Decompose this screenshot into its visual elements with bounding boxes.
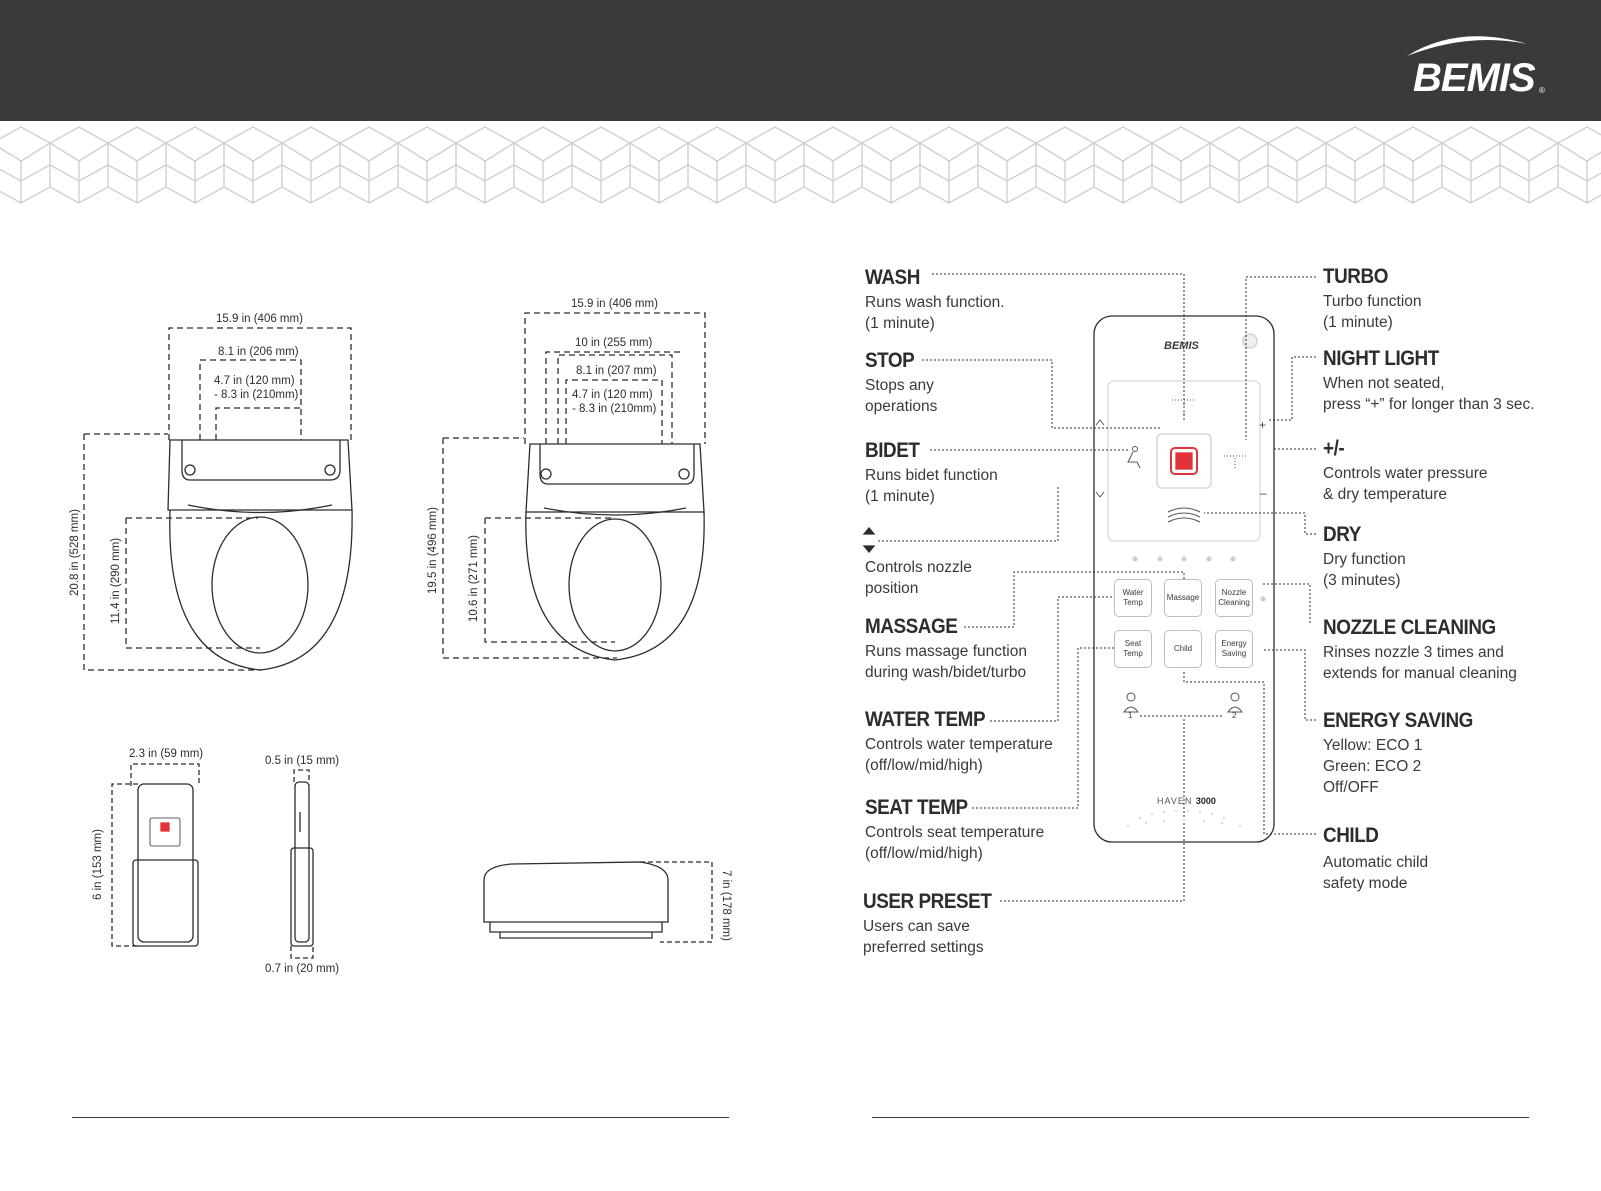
callout-wash-title: WASH xyxy=(865,266,920,289)
seat2-width-total: 15.9 in (406 mm) xyxy=(571,298,658,310)
footer-rule-left xyxy=(72,1117,729,1118)
seat-temp-button[interactable] xyxy=(1114,630,1152,668)
callout-massage-line-2: during wash/bidet/turbo xyxy=(865,664,1027,681)
callout-night-light xyxy=(1323,347,1535,415)
callout-seat-temp-line-2: (off/low/mid/high) xyxy=(865,845,983,862)
callout-night-light-line-2: press “+” for longer than 3 sec. xyxy=(1323,396,1535,413)
callout-energy-saving-title: ENERGY SAVING xyxy=(1323,709,1473,732)
callout-nozzle-cleaning-line-1: Rinses nozzle 3 times and xyxy=(1323,644,1504,661)
logo-text: BEMIS xyxy=(1413,56,1535,100)
callout-bidet-title: BIDET xyxy=(865,439,920,462)
callout-night-light-line-1: When not seated, xyxy=(1323,375,1445,392)
callout-nozzle-line-1: Controls nozzle xyxy=(865,559,972,576)
footer-rule-right xyxy=(872,1117,1529,1118)
callout-plus-minus-line-1: Controls water pressure xyxy=(1323,465,1488,482)
child-label: Child xyxy=(1173,644,1193,653)
model-label xyxy=(1157,796,1216,806)
callout-plus-minus-line-2: & dry temperature xyxy=(1323,486,1448,503)
energy-saving-label-2: Saving xyxy=(1221,649,1247,658)
remote-height: 6 in (153 mm) xyxy=(92,829,104,900)
callout-massage-line-1: Runs massage function xyxy=(865,643,1027,660)
water-temp-label-1: Water xyxy=(1122,588,1144,597)
nozzle-cleaning-button[interactable] xyxy=(1215,579,1253,617)
small-remote-dim-lines xyxy=(112,764,199,946)
model-number: 3000 xyxy=(1195,796,1216,806)
remote-minus-label: – xyxy=(1260,486,1267,500)
callout-child-line-2: safety mode xyxy=(1323,875,1408,892)
callout-dry xyxy=(1323,523,1406,591)
callout-seat-temp-line-1: Controls seat temperature xyxy=(865,824,1045,841)
side-height: 7 in (178 mm) xyxy=(720,870,732,941)
nozzle-cleaning-label-1: Nozzle xyxy=(1221,588,1247,597)
callout-energy-saving-line-2: Green: ECO 2 xyxy=(1323,758,1422,775)
callout-child-title: CHILD xyxy=(1323,824,1379,847)
remote-width: 2.3 in (59 mm) xyxy=(129,748,204,760)
callout-night-light-title: NIGHT LIGHT xyxy=(1323,347,1439,370)
callout-dry-title: DRY xyxy=(1323,523,1361,546)
callout-dry-line-2: (3 minutes) xyxy=(1323,572,1401,589)
callout-dry-line-1: Dry function xyxy=(1323,551,1406,568)
user-1-label: 1 xyxy=(1128,711,1133,720)
side-base-view xyxy=(484,862,668,938)
callout-child xyxy=(1323,824,1428,894)
callout-water-temp-line-1: Controls water temperature xyxy=(865,736,1053,753)
remote-plus-label: + xyxy=(1259,418,1267,432)
callout-stop xyxy=(865,349,937,417)
seat1-width-inner-2: - 8.3 in (210mm) xyxy=(214,389,299,401)
callout-nozzle-cleaning-title: NOZZLE CLEANING xyxy=(1323,616,1496,639)
callout-user-preset-line-1: Users can save xyxy=(863,918,970,935)
seat2-length-total: 19.5 in (496 mm) xyxy=(427,507,439,594)
child-button[interactable] xyxy=(1164,630,1202,668)
callout-nozzle xyxy=(865,555,972,599)
water-temp-label-2: Temp xyxy=(1123,598,1143,607)
model-prefix: HAVEN xyxy=(1157,796,1193,806)
nozzle-down-small-icon xyxy=(1096,492,1104,497)
seat2-width-inner-1: 4.7 in (120 mm) xyxy=(572,389,653,401)
callout-water-temp xyxy=(865,708,1053,776)
callout-energy-saving-line-3: Off/OFF xyxy=(1323,779,1379,796)
callout-energy-saving xyxy=(1323,709,1490,798)
callout-bidet xyxy=(865,439,998,507)
small-remote-side-dim-lines xyxy=(291,770,313,958)
callout-plus-minus-title: +/- xyxy=(1323,437,1345,460)
bidet-icon xyxy=(1128,447,1140,469)
water-temp-button[interactable] xyxy=(1114,579,1152,617)
callout-bidet-line-1: Runs bidet function xyxy=(865,467,998,484)
callout-nozzle-line-2: position xyxy=(865,580,919,597)
seat2-outline xyxy=(526,444,704,660)
callout-wash-line-2: (1 minute) xyxy=(865,315,935,332)
callout-nozzle-cleaning xyxy=(1323,616,1517,684)
callout-turbo xyxy=(1323,265,1422,333)
callout-stop-line-2: operations xyxy=(865,398,938,415)
callout-user-preset-title: USER PRESET xyxy=(863,890,992,913)
callout-nozzle-cleaning-line-2: extends for manual cleaning xyxy=(1323,665,1517,682)
callout-turbo-title: TURBO xyxy=(1323,265,1388,288)
callout-wash xyxy=(865,266,1005,334)
seat2-width-inner-2: - 8.3 in (210mm) xyxy=(572,403,657,415)
seat-temp-label-1: Seat xyxy=(1124,639,1142,648)
callout-seat-temp xyxy=(865,796,1044,864)
callout-massage-title: MASSAGE xyxy=(865,615,958,638)
seat2-length-inner: 10.6 in (271 mm) xyxy=(468,535,480,622)
nozzle-cleaning-label-2: Cleaning xyxy=(1218,598,1250,607)
seat-temp-label-2: Temp xyxy=(1123,649,1143,658)
remote-depth-top: 0.5 in (15 mm) xyxy=(265,755,340,767)
seat1-length-inner: 11.4 in (290 mm) xyxy=(110,537,122,624)
seat1-width-inner-1: 4.7 in (120 mm) xyxy=(214,375,295,387)
callout-stop-line-1: Stops any xyxy=(865,377,934,394)
small-remote-front xyxy=(133,784,198,946)
user-2-label: 2 xyxy=(1232,711,1237,720)
callout-user-preset-line-2: preferred settings xyxy=(863,939,984,956)
nozzle-down-arrow-icon xyxy=(864,546,874,552)
callout-turbo-line-2: (1 minute) xyxy=(1323,314,1393,331)
callout-seat-temp-title: SEAT TEMP xyxy=(865,796,968,819)
user-2-icon xyxy=(1228,693,1242,712)
callout-massage xyxy=(865,615,1027,683)
remote-depth-bottom: 0.7 in (20 mm) xyxy=(265,963,340,975)
user-1-icon xyxy=(1124,693,1138,712)
massage-button[interactable] xyxy=(1164,579,1202,617)
nozzle-up-small-icon xyxy=(1096,420,1104,425)
callout-bidet-line-2: (1 minute) xyxy=(865,488,935,505)
seat1-width-total: 15.9 in (406 mm) xyxy=(216,313,303,325)
small-remote-side xyxy=(291,782,313,946)
turbo-icon xyxy=(1224,456,1246,470)
energy-saving-label-1: Energy xyxy=(1221,639,1247,648)
callout-water-temp-title: WATER TEMP xyxy=(865,708,986,731)
callout-wash-line-1: Runs wash function. xyxy=(865,294,1005,311)
callout-child-line-1: Automatic child xyxy=(1323,854,1429,871)
callout-water-temp-line-2: (off/low/mid/high) xyxy=(865,757,983,774)
energy-saving-button[interactable] xyxy=(1215,630,1253,668)
side-base-dim-lines xyxy=(640,862,712,942)
seat2-width-3: 8.1 in (207 mm) xyxy=(576,365,657,377)
logo-registered-mark: ® xyxy=(1539,86,1545,95)
nozzle-up-arrow-icon xyxy=(864,528,874,534)
callout-plus-minus xyxy=(1323,437,1488,505)
massage-label: Massage xyxy=(1166,593,1200,602)
dry-icon xyxy=(1168,508,1200,522)
callout-energy-saving-line-1: Yellow: ECO 1 xyxy=(1323,737,1423,754)
seat2-width-2: 10 in (255 mm) xyxy=(575,337,653,349)
callout-turbo-line-1: Turbo function xyxy=(1323,293,1422,310)
seat1-length-total: 20.8 in (528 mm) xyxy=(69,509,81,596)
seat1-outline xyxy=(168,440,352,670)
remote-logo: BEMIS xyxy=(1164,340,1199,352)
callout-user-preset xyxy=(863,890,1006,958)
seat1-width-mid: 8.1 in (206 mm) xyxy=(218,346,299,358)
callout-stop-title: STOP xyxy=(865,349,915,372)
